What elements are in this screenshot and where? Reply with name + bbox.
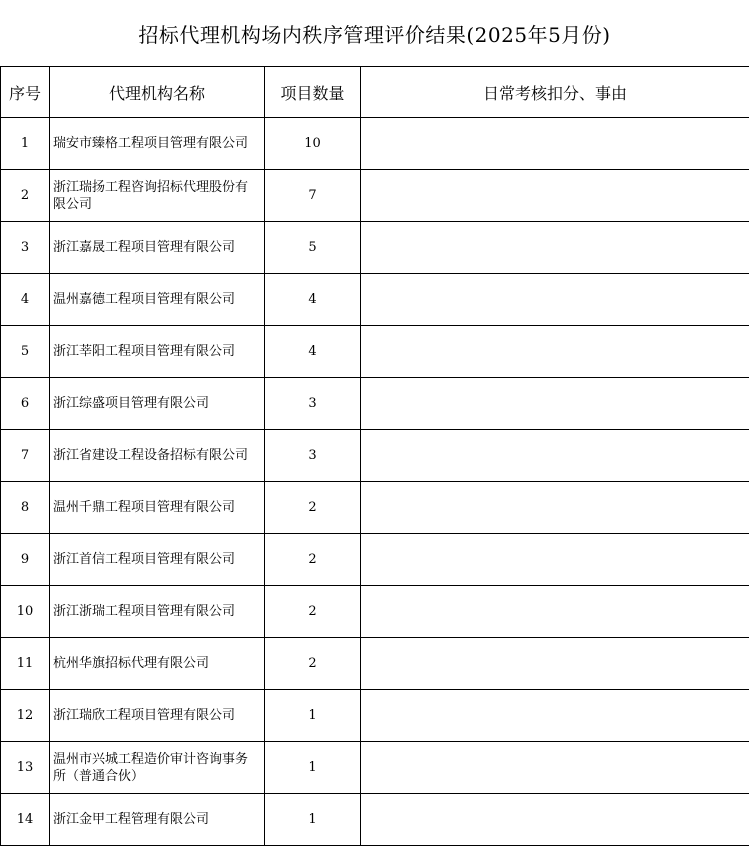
header-row: [1, 67, 749, 118]
header-name: 代理机构名称: [50, 67, 265, 118]
project-count-cell: 2: [265, 482, 361, 534]
deduction-note-cell: [361, 534, 749, 586]
project-count-cell: 5: [265, 222, 361, 274]
project-count-cell: 4: [265, 274, 361, 326]
deduction-note-cell: [361, 742, 749, 794]
table-row: [1, 326, 749, 378]
project-count-cell: 10: [265, 118, 361, 170]
row-index-cell: 8: [1, 482, 50, 534]
agency-name-cell: 瑞安市臻格工程项目管理有限公司: [50, 118, 265, 170]
project-count-cell: 1: [265, 742, 361, 794]
project-count-cell: 1: [265, 794, 361, 846]
table-body: [1, 118, 749, 846]
project-count-cell: 2: [265, 638, 361, 690]
project-count-cell: 1: [265, 690, 361, 742]
agency-name-cell: 温州嘉德工程项目管理有限公司: [50, 274, 265, 326]
row-index-cell: 1: [1, 118, 50, 170]
project-count-cell: 7: [265, 170, 361, 222]
table-row: [1, 534, 749, 586]
table-row: [1, 222, 749, 274]
table-row: [1, 742, 749, 794]
agency-name-cell: 浙江莘阳工程项目管理有限公司: [50, 326, 265, 378]
table-row: [1, 482, 749, 534]
row-index-cell: 12: [1, 690, 50, 742]
agency-name-cell: 浙江综盛项目管理有限公司: [50, 378, 265, 430]
deduction-note-cell: [361, 326, 749, 378]
table-row: [1, 378, 749, 430]
deduction-note-cell: [361, 222, 749, 274]
deduction-note-cell: [361, 378, 749, 430]
row-index-cell: 3: [1, 222, 50, 274]
agency-name-cell: 浙江金甲工程管理有限公司: [50, 794, 265, 846]
project-count-cell: 4: [265, 326, 361, 378]
table-row: [1, 118, 749, 170]
row-index-cell: 4: [1, 274, 50, 326]
table-row: [1, 430, 749, 482]
project-count-cell: 2: [265, 586, 361, 638]
project-count-cell: 2: [265, 534, 361, 586]
row-index-cell: 7: [1, 430, 50, 482]
row-index-cell: 14: [1, 794, 50, 846]
deduction-note-cell: [361, 430, 749, 482]
deduction-note-cell: [361, 274, 749, 326]
table-row: [1, 638, 749, 690]
deduction-note-cell: [361, 690, 749, 742]
row-index-cell: 9: [1, 534, 50, 586]
deduction-note-cell: [361, 170, 749, 222]
agency-name-cell: 杭州华旗招标代理有限公司: [50, 638, 265, 690]
header-note: 日常考核扣分、事由: [361, 67, 749, 118]
evaluation-table: [0, 66, 749, 846]
table-row: [1, 794, 749, 846]
row-index-cell: 10: [1, 586, 50, 638]
header-count: 项目数量: [265, 67, 361, 118]
header-index: 序号: [1, 67, 50, 118]
agency-name-cell: 浙江瑞扬工程咨询招标代理股份有限公司: [50, 170, 265, 222]
deduction-note-cell: [361, 118, 749, 170]
row-index-cell: 6: [1, 378, 50, 430]
agency-name-cell: 浙江嘉晟工程项目管理有限公司: [50, 222, 265, 274]
agency-name-cell: 浙江瑞欣工程项目管理有限公司: [50, 690, 265, 742]
table-row: [1, 690, 749, 742]
agency-name-cell: 温州千鼎工程项目管理有限公司: [50, 482, 265, 534]
deduction-note-cell: [361, 794, 749, 846]
page-title: 招标代理机构场内秩序管理评价结果(2025年5月份): [138, 22, 611, 47]
table-row: [1, 170, 749, 222]
row-index-cell: 11: [1, 638, 50, 690]
agency-name-cell: 浙江省建设工程设备招标有限公司: [50, 430, 265, 482]
agency-name-cell: 浙江浙瑞工程项目管理有限公司: [50, 586, 265, 638]
table-row: [1, 274, 749, 326]
project-count-cell: 3: [265, 378, 361, 430]
row-index-cell: 2: [1, 170, 50, 222]
deduction-note-cell: [361, 586, 749, 638]
deduction-note-cell: [361, 638, 749, 690]
table-row: [1, 586, 749, 638]
agency-name-cell: 浙江首信工程项目管理有限公司: [50, 534, 265, 586]
row-index-cell: 13: [1, 742, 50, 794]
row-index-cell: 5: [1, 326, 50, 378]
deduction-note-cell: [361, 482, 749, 534]
agency-name-cell: 温州市兴城工程造价审计咨询事务所（普通合伙）: [50, 742, 265, 794]
project-count-cell: 3: [265, 430, 361, 482]
